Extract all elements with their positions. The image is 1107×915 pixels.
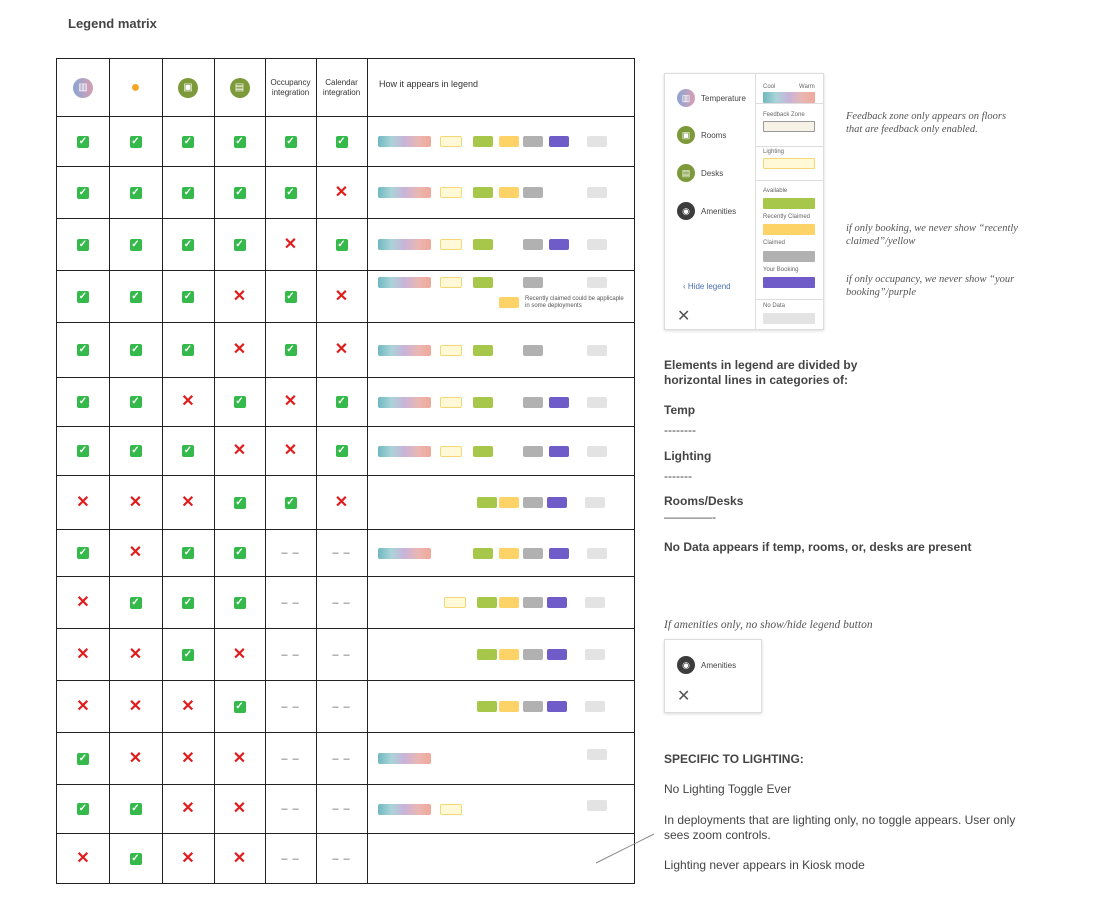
check-icon: ✓ [131, 238, 140, 250]
check-icon: ✓ [78, 238, 88, 250]
lighting-label: Lighting [763, 149, 785, 155]
close-icon[interactable]: ✕ [677, 308, 691, 325]
not-applicable-dash: – – [281, 547, 300, 559]
feedback-zone-label: Feedback Zone [763, 112, 805, 118]
hide-legend-label: Hide legend [687, 282, 731, 291]
claimed-swatch [523, 187, 543, 198]
check-icon: ✓ [286, 344, 295, 355]
legend-preview [367, 733, 634, 784]
nod-swatch [587, 749, 607, 760]
legend-swatches [763, 74, 819, 329]
recently-claimed-swatch [763, 224, 815, 235]
temp-swatch [378, 187, 431, 198]
check-icon: ✓ [235, 700, 244, 712]
room-icon: ▣ [178, 78, 198, 98]
table-row [57, 426, 634, 475]
cross-icon: ✕ [76, 593, 90, 611]
legend-item-rooms[interactable] [677, 126, 726, 144]
check-icon: ✓ [286, 135, 295, 147]
check-icon: ✓ [183, 547, 193, 558]
cross-icon: ✕ [76, 645, 90, 663]
check-icon: ✓ [78, 803, 88, 814]
temp-swatch [378, 446, 431, 457]
table-row [57, 322, 634, 377]
legend-preview [367, 577, 634, 628]
table-row [57, 529, 634, 576]
table-row [57, 680, 634, 732]
claimed-swatch [523, 649, 543, 660]
check-icon: ✓ [131, 803, 140, 814]
column-divider [109, 59, 110, 883]
check-icon: ✓ [286, 186, 295, 198]
light-swatch [440, 804, 462, 815]
cross-icon: ✕ [181, 850, 195, 867]
check-icon: ✓ [183, 186, 193, 198]
check-icon: ✓ [78, 135, 88, 147]
check-icon: ✓ [183, 445, 193, 456]
column-divider [265, 59, 266, 883]
lighting-note-kiosk: Lighting never appears in Kiosk mode [664, 858, 865, 872]
category-rooms-desks: Rooms/Desks [664, 494, 744, 508]
legend-item-label: Temperature [701, 93, 746, 103]
legend-preview [367, 378, 634, 426]
claim-swatch [499, 136, 519, 147]
no-data-note: No Data appears if temp, rooms, or, desks are present [664, 540, 972, 554]
cross-icon: ✕ [128, 493, 143, 511]
claimed-swatch [523, 597, 543, 608]
column-divider [214, 59, 215, 883]
cross-icon: ✕ [76, 850, 90, 867]
legend-preview [367, 271, 634, 322]
temperature-icon: ▥ [677, 89, 695, 107]
book-swatch [547, 649, 567, 660]
book-swatch [549, 239, 569, 250]
book-swatch [549, 397, 569, 408]
book-swatch [547, 497, 567, 508]
check-icon: ✓ [337, 135, 346, 147]
avail-swatch [473, 446, 493, 457]
compass-icon: ◉ [677, 202, 695, 220]
compass-icon: ◉ [677, 656, 695, 674]
check-icon: ✓ [131, 290, 140, 302]
not-applicable-dash: – – [332, 596, 351, 609]
check-icon: ✓ [131, 396, 140, 407]
table-row [57, 628, 634, 680]
avail-swatch [473, 345, 493, 356]
temp-swatch [378, 239, 431, 250]
legend-item-label: Amenities [701, 206, 737, 216]
cross-icon: ✕ [76, 697, 90, 715]
temp-swatch [378, 548, 431, 559]
avail-swatch [477, 701, 497, 712]
claimed-swatch [523, 345, 543, 356]
recently-claimed-swatch [499, 297, 519, 308]
hide-legend-button[interactable]: ‹ Hide legend [683, 282, 731, 291]
cross-icon: ✕ [128, 645, 143, 663]
elements-heading: Elements in legend are divided by horizontal lines in categories of: [664, 358, 858, 387]
annotation-connector-line [594, 828, 658, 866]
claim-swatch [499, 597, 519, 608]
check-icon: ✓ [78, 186, 88, 198]
book-swatch [549, 136, 569, 147]
check-icon: ✓ [337, 238, 346, 250]
light-swatch [440, 187, 462, 198]
cross-icon: ✕ [232, 749, 247, 767]
check-icon: ✓ [78, 290, 88, 302]
claim-swatch [499, 497, 519, 508]
claimed-swatch [763, 251, 815, 262]
avail-swatch [477, 649, 497, 660]
table-row [57, 475, 634, 529]
column-divider [162, 59, 163, 883]
legend-preview [367, 476, 634, 529]
occupancy-integration-header: Occupancy integration [270, 77, 311, 97]
nod-swatch [587, 136, 607, 147]
nod-swatch [587, 239, 607, 250]
table-row [57, 732, 634, 784]
lighting-note-toggle: No Lighting Toggle Ever [664, 782, 792, 796]
legend-preview [367, 785, 634, 833]
check-icon: ✓ [183, 238, 193, 250]
not-applicable-dash: – – [281, 700, 300, 713]
recently-claimed-note: Recently claimed could be applicaple in some deployments [525, 296, 624, 309]
available-swatch [763, 198, 815, 209]
legend-preview [367, 427, 634, 475]
not-applicable-dash: – – [281, 853, 300, 865]
avail-swatch [477, 497, 497, 508]
check-icon: ✓ [235, 496, 244, 508]
not-applicable-dash: – – [332, 700, 351, 713]
check-icon: ✓ [235, 547, 244, 558]
temp-swatch [378, 345, 431, 356]
claimed-swatch [523, 136, 543, 147]
table-row [57, 218, 634, 270]
lighting-note-only: In deployments that are lighting only, no toggle appears. User only sees zoom controls. [664, 813, 1016, 842]
occupancy-note: if only occupancy, we never show “your booking”/purple [846, 274, 1015, 298]
cross-icon: ✕ [232, 645, 247, 663]
table-row [57, 576, 634, 628]
claim-swatch [499, 649, 519, 660]
check-icon: ✓ [78, 445, 88, 456]
nod-swatch [585, 497, 605, 508]
warm-label: Warm [799, 84, 815, 90]
check-icon: ✓ [235, 238, 244, 250]
check-icon: ✓ [183, 135, 193, 147]
recently-claimed-label: Recently Claimed [763, 214, 811, 220]
avail-swatch [473, 397, 493, 408]
nod-swatch [587, 187, 607, 198]
check-icon: ✓ [131, 853, 140, 864]
table-row [57, 377, 634, 426]
claim-swatch [499, 187, 519, 198]
check-icon: ✓ [235, 135, 244, 147]
legend-item-amenities[interactable] [677, 656, 736, 674]
check-icon: ✓ [131, 445, 140, 456]
temp-swatch [378, 277, 431, 288]
cross-icon: ✕ [181, 493, 195, 511]
no-data-swatch [763, 313, 815, 324]
booking-note: if only booking, we never show “recently claimed”/yellow [846, 223, 1018, 247]
light-swatch [440, 446, 462, 457]
cross-icon: ✕ [334, 183, 349, 201]
not-applicable-dash: – – [281, 596, 300, 609]
avail-swatch [473, 277, 493, 288]
category-temp-divider: -------- [664, 423, 696, 437]
room-icon: ▣ [677, 126, 695, 144]
table-row [57, 116, 634, 166]
light-swatch [440, 239, 462, 250]
check-icon: ✓ [78, 344, 88, 355]
check-icon: ✓ [78, 547, 88, 558]
category-rooms-divider: ————- [664, 510, 716, 524]
claim-swatch [499, 548, 519, 559]
lighting-section-heading: SPECIFIC TO LIGHTING: [664, 752, 804, 766]
legend-preview [367, 530, 634, 576]
legend-item-desks[interactable] [677, 164, 723, 182]
column-divider [316, 59, 317, 883]
check-icon: ✓ [131, 344, 140, 355]
check-icon: ✓ [337, 396, 346, 407]
cross-icon: ✕ [181, 800, 195, 817]
cross-icon: ✕ [232, 850, 247, 867]
check-icon: ✓ [78, 752, 88, 764]
claimed-label: Claimed [763, 240, 786, 246]
check-icon: ✓ [183, 596, 193, 608]
legend-preview [367, 323, 634, 377]
amenities-only-note: If amenities only, no show/hide legend button [664, 619, 873, 631]
light-swatch [444, 597, 466, 608]
temp-swatch [378, 136, 431, 147]
category-temp: Temp [664, 403, 696, 417]
avail-swatch [473, 548, 493, 559]
check-icon: ✓ [235, 596, 244, 608]
not-applicable-dash: – – [281, 752, 300, 765]
nod-swatch [585, 597, 605, 608]
cross-icon: ✕ [232, 341, 247, 358]
cross-icon: ✕ [334, 493, 349, 511]
legend-preview [367, 117, 634, 166]
temp-swatch [378, 804, 431, 815]
book-swatch [547, 701, 567, 712]
cross-icon: ✕ [128, 697, 143, 715]
not-applicable-dash: – – [332, 803, 351, 815]
legend-item-temperature[interactable] [677, 89, 746, 107]
nod-swatch [585, 649, 605, 660]
check-icon: ✓ [235, 186, 244, 198]
feedback-zone-note: Feedback zone only appears on floors that are feedback only enabled. [846, 111, 1007, 135]
no-data-label: No Data [763, 303, 786, 309]
available-label: Available [763, 188, 788, 194]
cross-icon: ✕ [128, 544, 143, 561]
legend-item-label: Amenities [701, 660, 737, 670]
claimed-swatch [523, 497, 543, 508]
check-icon: ✓ [183, 344, 193, 355]
legend-preview [367, 629, 634, 680]
cool-label: Cool [763, 84, 776, 90]
your-booking-label: Your Booking [763, 267, 799, 273]
check-icon: ✓ [183, 648, 193, 660]
light-swatch [440, 277, 462, 288]
check-icon: ✓ [286, 290, 295, 302]
not-applicable-dash: – – [332, 752, 351, 765]
check-icon: ✓ [78, 396, 88, 407]
nod-swatch [587, 548, 607, 559]
not-applicable-dash: – – [281, 803, 300, 815]
temp-swatch [378, 753, 431, 764]
table-row [57, 833, 634, 884]
not-applicable-dash: – – [332, 547, 351, 559]
cross-icon: ✕ [334, 341, 349, 358]
legend-item-label: Rooms [701, 130, 727, 140]
light-swatch [440, 136, 462, 147]
claimed-swatch [523, 239, 543, 250]
nod-swatch [585, 701, 605, 712]
avail-swatch [477, 597, 497, 608]
check-icon: ✓ [131, 135, 140, 147]
legend-panel [664, 73, 824, 330]
cross-icon: ✕ [181, 749, 195, 767]
how-it-appears-header: How it appears in legend [379, 79, 479, 89]
cross-icon: ✕ [181, 697, 195, 715]
legend-preview [367, 167, 634, 218]
nod-swatch [587, 345, 607, 356]
temp-swatch [378, 397, 431, 408]
cross-icon: ✕ [283, 235, 298, 253]
temperature-icon: ▥ [73, 78, 93, 98]
cross-icon: ✕ [283, 393, 298, 410]
cross-icon: ✕ [334, 287, 349, 305]
table-row [57, 784, 634, 833]
legend-matrix-table [56, 58, 635, 884]
desk-icon: ▤ [230, 78, 250, 98]
claimed-swatch [523, 701, 543, 712]
category-lighting: Lighting [664, 449, 712, 463]
claimed-swatch [523, 446, 543, 457]
light-swatch [440, 397, 462, 408]
light-swatch [440, 345, 462, 356]
close-icon[interactable]: ✕ [677, 688, 691, 705]
legend-preview [367, 681, 634, 732]
page-title: Legend matrix [68, 16, 157, 31]
book-swatch [549, 548, 569, 559]
check-icon: ✓ [235, 396, 244, 407]
claimed-swatch [523, 277, 543, 288]
temperature-gradient-swatch [763, 92, 815, 103]
avail-swatch [473, 136, 493, 147]
check-icon: ✓ [286, 496, 295, 508]
cross-icon: ✕ [128, 749, 143, 767]
nod-swatch [587, 277, 607, 288]
check-icon: ✓ [183, 290, 193, 302]
book-swatch [547, 597, 567, 608]
lightbulb-icon: ● [130, 78, 141, 96]
table-row [57, 166, 634, 218]
book-swatch [549, 446, 569, 457]
not-applicable-dash: – – [332, 648, 351, 661]
check-icon: ✓ [131, 186, 140, 198]
nod-swatch [587, 397, 607, 408]
cross-icon: ✕ [181, 393, 195, 410]
lighting-swatch [763, 158, 815, 169]
legend-preview [367, 219, 634, 270]
feedback-zone-swatch [763, 121, 815, 132]
calendar-integration-header: Calendar integration [322, 77, 361, 97]
avail-swatch [473, 239, 493, 250]
legend-item-label: Desks [701, 168, 724, 178]
check-icon: ✓ [337, 445, 346, 456]
check-icon: ✓ [131, 596, 140, 608]
cross-icon: ✕ [232, 287, 247, 305]
column-divider [367, 59, 368, 883]
table-header-row [57, 59, 634, 116]
claimed-swatch [523, 548, 543, 559]
not-applicable-dash: – – [332, 853, 351, 865]
legend-item-amenities[interactable] [677, 202, 736, 220]
table-row [57, 270, 634, 322]
avail-swatch [473, 187, 493, 198]
not-applicable-dash: – – [281, 648, 300, 661]
claimed-swatch [523, 397, 543, 408]
cross-icon: ✕ [76, 493, 90, 511]
legend-categories [665, 74, 756, 329]
nod-swatch [587, 446, 607, 457]
category-lighting-divider: ------- [664, 469, 692, 483]
nod-swatch [587, 800, 607, 811]
claim-swatch [499, 701, 519, 712]
cross-icon: ✕ [283, 442, 298, 459]
desk-icon: ▤ [677, 164, 695, 182]
amenities-only-legend [664, 639, 762, 713]
cross-icon: ✕ [232, 442, 247, 459]
your-booking-swatch [763, 277, 815, 288]
cross-icon: ✕ [232, 800, 247, 817]
